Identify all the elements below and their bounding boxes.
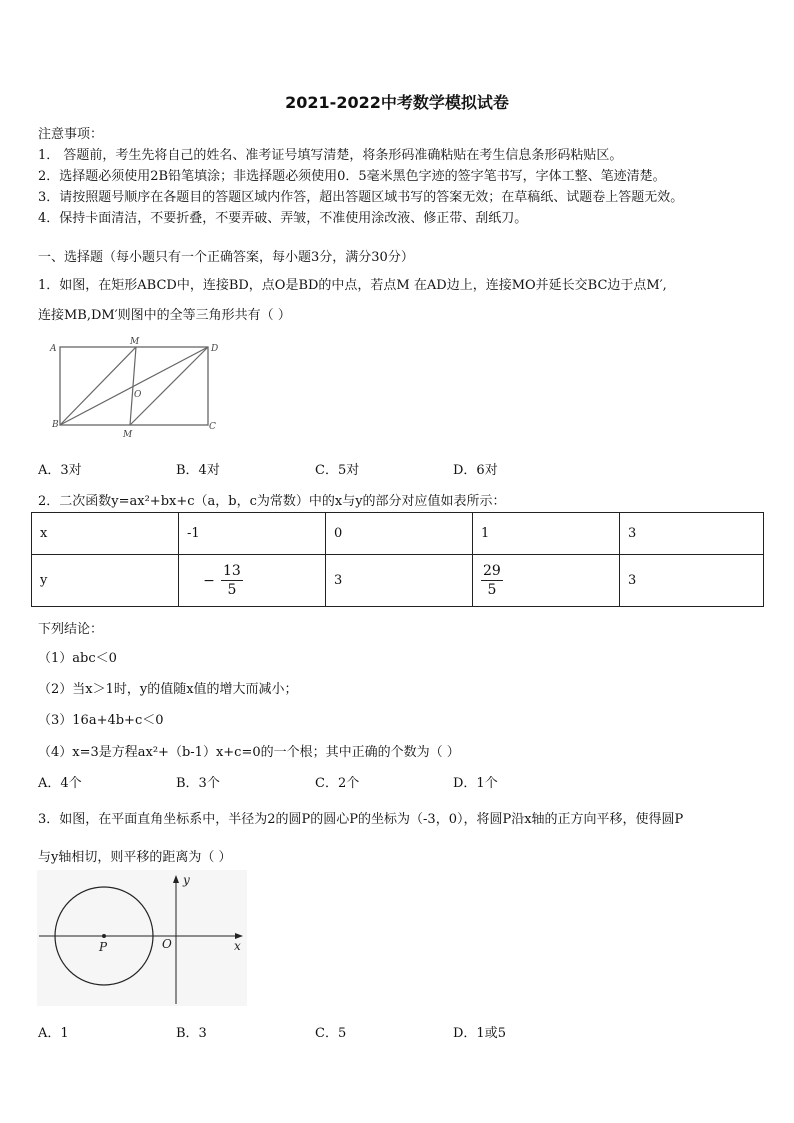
q2-stem: 2．二次函数y=ax²+bx+c（a，b，c为常数）中的x与y的部分对应值如表所示： <box>38 494 506 509</box>
notice-item-2: 2．选择题必须使用2B铅笔填涂；非选择题必须使用0．5毫米黑色字迹的签字笔书写，字体工整、笔迹清楚。 <box>38 169 666 184</box>
q2-value-table <box>31 512 764 607</box>
fraction-neg-13-5 <box>221 562 243 599</box>
label-x-axis: x <box>234 939 241 953</box>
cell-x-label: x <box>32 513 179 555</box>
label-y-axis: y <box>183 873 190 887</box>
q3-option-c[interactable]: C．5 <box>315 1026 347 1041</box>
label-d: D <box>211 344 219 354</box>
q2-option-b[interactable]: B．3个 <box>176 776 220 791</box>
q1-option-d[interactable]: D．6对 <box>453 463 498 478</box>
q2-conclusion-3: （3）16a+4b+c＜0 <box>38 713 164 728</box>
segment-dm <box>130 347 208 425</box>
notice-heading: 注意事项： <box>38 127 104 142</box>
fraction-29-5 <box>481 562 503 599</box>
cell-y-3 <box>473 555 620 607</box>
cell-x-4: 3 <box>620 513 764 555</box>
figure-background <box>37 870 247 1006</box>
cell-y-4: 3 <box>620 555 764 607</box>
q1-option-c[interactable]: C．5对 <box>315 463 360 478</box>
frac-numerator: 29 <box>483 563 501 579</box>
table-row-y <box>32 555 764 607</box>
q2-conclusions-heading: 下列结论： <box>38 622 104 637</box>
segment-mb <box>60 347 136 425</box>
label-m-top: M <box>130 337 140 347</box>
diagonal-bd <box>60 347 208 425</box>
q1-option-a[interactable]: A．3对 <box>38 463 82 478</box>
q3-stem-line1: 3．如图，在平面直角坐标系中，半径为2的圆P的圆心P的坐标为（-3，0），将圆P沿x轴的正方向平移，使得圆P <box>38 812 684 827</box>
page-title: 2021-2022中考数学模拟试卷 <box>285 93 509 112</box>
q2-option-d[interactable]: D．1个 <box>453 776 498 791</box>
table-row-x <box>32 513 764 555</box>
q2-option-a[interactable]: A．4个 <box>38 776 82 791</box>
cell-x-1: -1 <box>179 513 326 555</box>
notice-item-3: 3．请按照题号顺序在各题目的答题区域内作答，超出答题区域书写的答案无效；在草稿纸、试题卷上答题无效。 <box>38 190 684 205</box>
label-o: O <box>134 390 142 400</box>
cell-y-label: y <box>32 555 179 607</box>
q3-stem-line2: 与y轴相切，则平移的距离为（ ） <box>38 850 232 865</box>
section-heading: 一、选择题（每小题只有一个正确答案，每小题3分，满分30分） <box>38 250 414 265</box>
q2-option-c[interactable]: C．2个 <box>315 776 360 791</box>
q2-conclusion-1: （1）abc＜0 <box>38 651 117 666</box>
q3-coordinate-figure <box>37 870 247 1006</box>
label-c: C <box>209 422 216 432</box>
frac-denominator: 5 <box>227 582 237 598</box>
frac-sign: − <box>203 572 215 589</box>
label-m-bottom: M <box>123 430 133 440</box>
q1-stem-line2: 连接MB,DM′则图中的全等三角形共有（ ） <box>38 308 291 323</box>
center-p-dot <box>102 934 106 938</box>
label-a: A <box>50 344 57 354</box>
q3-option-a[interactable]: A．1 <box>38 1026 69 1041</box>
cell-x-3: 1 <box>473 513 620 555</box>
label-b: B <box>52 420 59 430</box>
notice-item-4: 4．保持卡面清洁，不要折叠，不要弄破、弄皱，不准使用涂改液、修正带、刮纸刀。 <box>38 211 528 226</box>
cell-x-2: 0 <box>326 513 473 555</box>
cell-y-1 <box>179 555 326 607</box>
frac-numerator: 13 <box>223 563 241 579</box>
notice-item-1: 1． 答题前，考生先将自己的姓名、准考证号填写清楚，将条形码准确粘贴在考生信息条形码粘贴区。 <box>38 148 623 163</box>
q2-conclusion-4: （4）x=3是方程ax²+（b-1）x+c=0的一个根；其中正确的个数为（ ） <box>38 745 460 760</box>
q1-option-b[interactable]: B．4对 <box>176 463 220 478</box>
q2-conclusion-2: （2）当x＞1时，y的值随x值的增大而减小； <box>38 682 298 697</box>
q1-stem-line1: 1．如图，在矩形ABCD中，连接BD，点O是BD的中点，若点M 在AD边上，连接MO并延长交BC边于点M′, <box>38 278 667 293</box>
cell-y-2: 3 <box>326 555 473 607</box>
label-origin: O <box>162 937 172 951</box>
q3-option-d[interactable]: D．1或5 <box>453 1026 506 1041</box>
q1-rectangle-figure <box>46 333 226 441</box>
label-p: P <box>99 940 108 954</box>
frac-denominator: 5 <box>487 582 497 598</box>
q3-option-b[interactable]: B．3 <box>176 1026 207 1041</box>
